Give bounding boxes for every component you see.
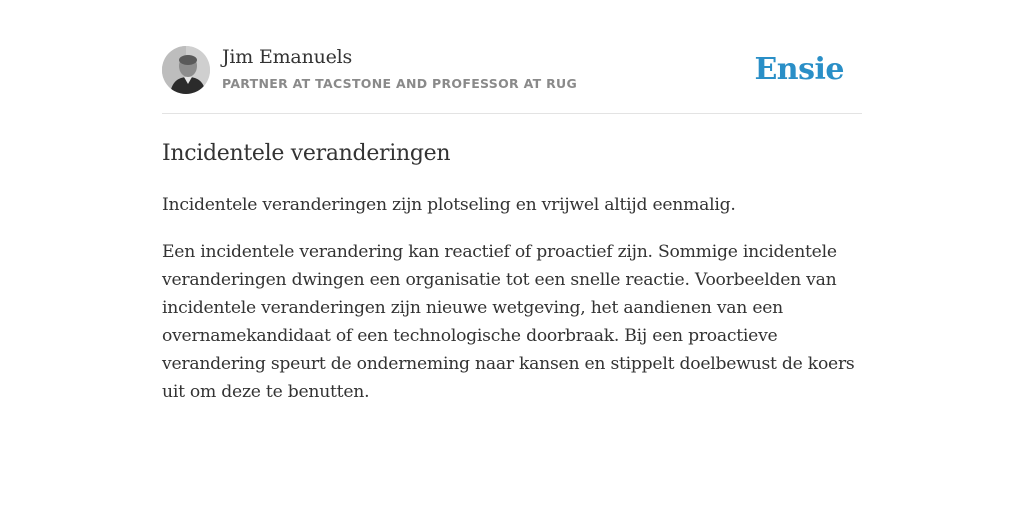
author-name[interactable]: Jim Emanuels [222,46,353,68]
article-title: Incidentele veranderingen [162,141,451,166]
avatar[interactable] [162,46,210,94]
avatar-photo [162,46,210,94]
ensie-logo[interactable]: Ensie [754,52,844,87]
author-title: PARTNER AT TACSTONE AND PROFESSOR AT RUG [222,76,577,91]
article-paragraph-1: Incidentele veranderingen zijn plotseling en vrijwel altijd eenmalig. [162,195,736,215]
card [162,46,862,406]
article-paragraph-2: Een incidentele verandering kan reactief of proactief zijn. Sommige incidentele veranderingen dwingen een organisatie tot een snelle reactie. Voorbeelden van incidentele veranderingen zijn nieuwe wetgeving, het aandienen van een overnamekandidaat of een technologische doorbraak. Bij een proactieve verandering speurt de onderneming naar kansen en stippelt doelbewust de koers uit om deze te benutten. [162,242,855,402]
author-header [162,46,862,114]
